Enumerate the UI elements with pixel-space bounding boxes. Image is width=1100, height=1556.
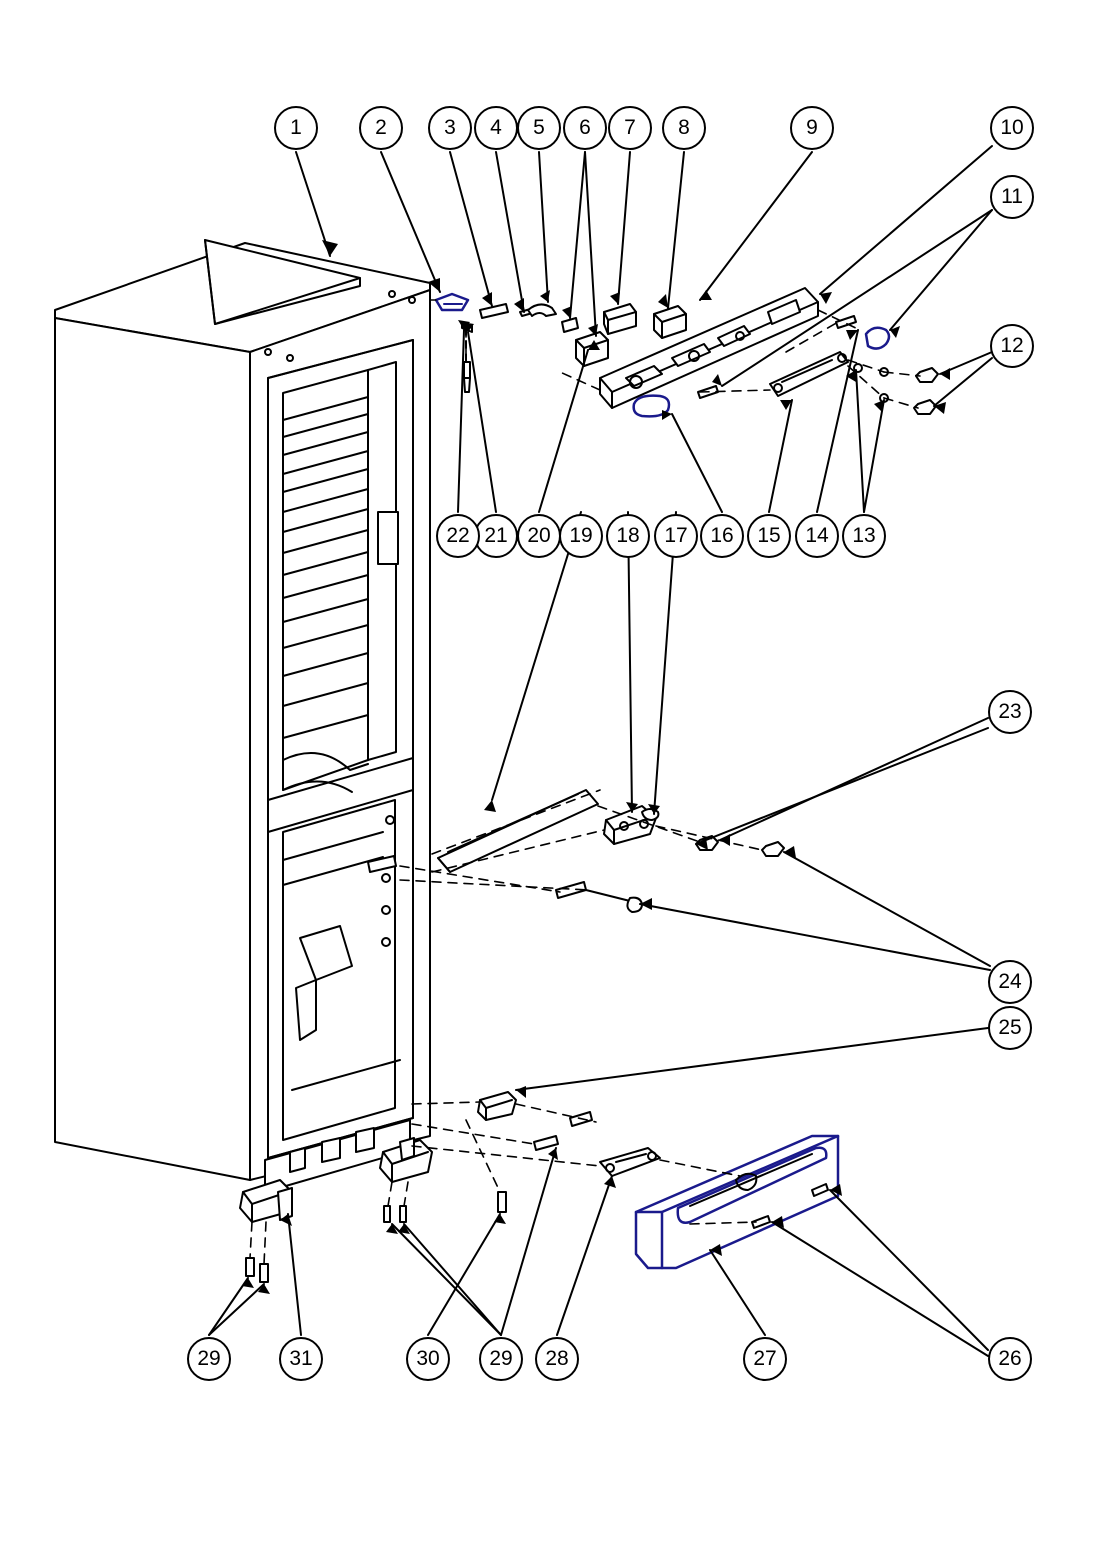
callout-23[interactable]: 23 bbox=[988, 690, 1032, 734]
callout-26[interactable]: 26 bbox=[988, 1337, 1032, 1381]
callout-14[interactable]: 14 bbox=[795, 514, 839, 558]
callout-2[interactable]: 2 bbox=[359, 106, 403, 150]
callout-28[interactable]: 28 bbox=[535, 1337, 579, 1381]
callout-29-right[interactable]: 29 bbox=[479, 1337, 523, 1381]
callout-22[interactable]: 22 bbox=[436, 514, 480, 558]
callout-5[interactable]: 5 bbox=[517, 106, 561, 150]
callout-21[interactable]: 21 bbox=[474, 514, 518, 558]
callout-7[interactable]: 7 bbox=[608, 106, 652, 150]
callout-27[interactable]: 27 bbox=[743, 1337, 787, 1381]
kick-plate bbox=[636, 1136, 838, 1268]
callout-12[interactable]: 12 bbox=[990, 324, 1034, 368]
callout-11[interactable]: 11 bbox=[990, 175, 1034, 219]
callout-8[interactable]: 8 bbox=[662, 106, 706, 150]
callout-4[interactable]: 4 bbox=[474, 106, 518, 150]
callout-10[interactable]: 10 bbox=[990, 106, 1034, 150]
callout-16[interactable]: 16 bbox=[700, 514, 744, 558]
callout-29-left[interactable]: 29 bbox=[187, 1337, 231, 1381]
callout-31[interactable]: 31 bbox=[279, 1337, 323, 1381]
callout-18[interactable]: 18 bbox=[606, 514, 650, 558]
callout-3[interactable]: 3 bbox=[428, 106, 472, 150]
callout-1[interactable]: 1 bbox=[274, 106, 318, 150]
callout-17[interactable]: 17 bbox=[654, 514, 698, 558]
callout-24[interactable]: 24 bbox=[988, 960, 1032, 1004]
callout-20[interactable]: 20 bbox=[517, 514, 561, 558]
callout-30[interactable]: 30 bbox=[406, 1337, 450, 1381]
callout-9[interactable]: 9 bbox=[790, 106, 834, 150]
small-parts-top-row bbox=[436, 294, 686, 366]
callout-25[interactable]: 25 bbox=[988, 1006, 1032, 1050]
callout-15[interactable]: 15 bbox=[747, 514, 791, 558]
callout-6[interactable]: 6 bbox=[563, 106, 607, 150]
cabinet-body bbox=[55, 240, 430, 1192]
callout-19[interactable]: 19 bbox=[559, 514, 603, 558]
callout-13[interactable]: 13 bbox=[842, 514, 886, 558]
